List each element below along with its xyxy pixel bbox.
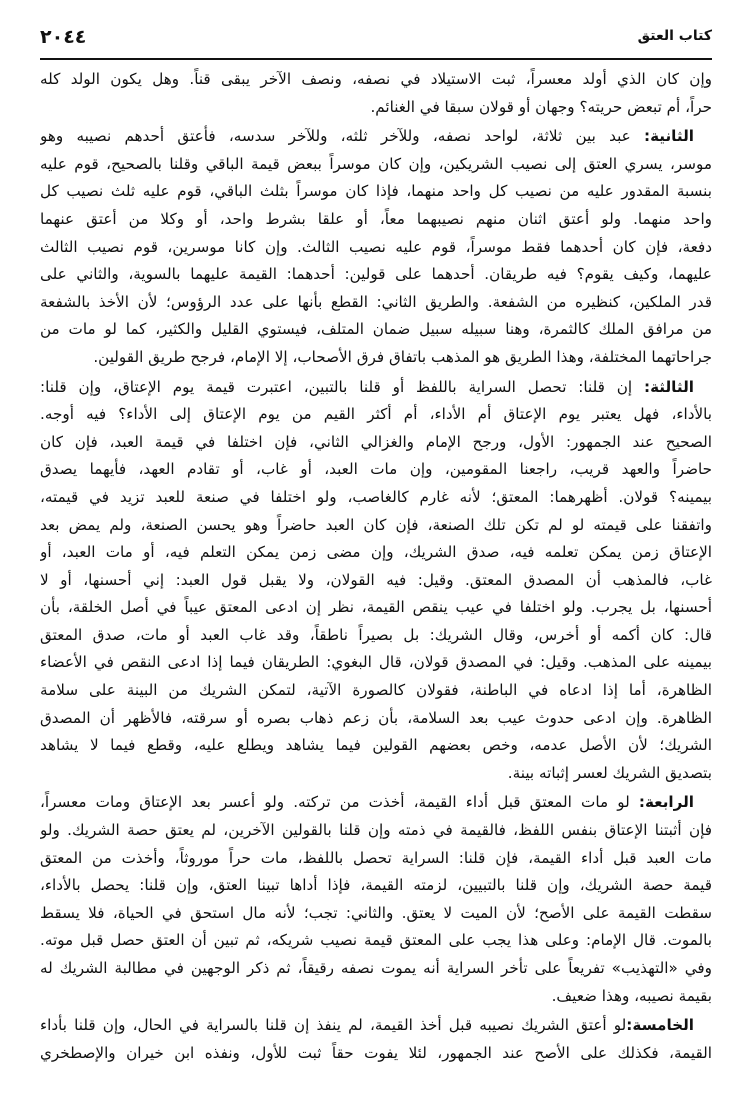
text-line	[40, 845, 712, 873]
line-text: جراحاتهما المختلفة، وهذا الطريق هو المذهب باتفاق فرق الأصحاب، إلا الإمام، فرجح طريق القولين.	[93, 347, 712, 366]
text-line	[40, 234, 712, 262]
line-text: من مرافق الملك كالثمرة، وهنا سبيله سبيل ضمان المتلف، فيستوي القليل والكثير، كما لو مات من	[40, 320, 712, 339]
line-text: مات العبد قبل أداء القيمة، فإن قلنا: السراية تحصل باللفظ، مات حراً موروثاً، وأخذت من المعتق	[40, 848, 712, 867]
text-line	[40, 484, 712, 512]
text-line	[40, 1012, 712, 1040]
text-line	[40, 178, 712, 206]
paragraph	[40, 374, 712, 788]
text-line	[40, 955, 712, 983]
text-line	[40, 151, 712, 179]
line-text: الشريك؛ لأن الأصل عدمه، وخص بعضهم القولين فيما يشاهد ويطلع عليه، وقطع فيما لا يشاهد	[40, 736, 712, 755]
text-line	[40, 123, 712, 151]
text-line	[40, 289, 712, 317]
text-line	[40, 872, 712, 900]
text-line	[40, 594, 712, 622]
line-text: موسر، يسري العتق إلى نصيب الشريكين، وإن كان موسراً ببعض قيمة الباقي وقلنا بالصحيح، قوم عليه	[40, 154, 712, 173]
line-text: بالأداء، فهل يعتبر يوم الإعتاق أم الأداء، أم أكثر القيم من يوم الإعتاق إلى الأداء؟ فيه أوجه.	[40, 405, 712, 424]
text-line	[40, 927, 712, 955]
line-text: وإن كان الذي أولد معسراً، ثبت الاستيلاد في نصفه، ونصف الآخر يبقى قناً. وهل يكون الولد كله	[40, 70, 712, 88]
text-line	[40, 622, 712, 650]
text-line	[40, 94, 712, 122]
paragraph	[40, 66, 712, 121]
text-line	[40, 539, 712, 567]
line-text: قيمة حصة الشريك، وإن قلنا بالتبيين، لزمته القيمة، فإذا أداها تبينا العتق، وإن قلنا: يحصل بالأداء،	[40, 876, 712, 895]
text-line	[40, 789, 712, 817]
line-text: فإن أثبتنا الإعتاق بنفس اللفظ، فالقيمة في ذمته وإن قلنا بالقولين الآخرين، لم يعتق حصة الشريك. ولو	[40, 821, 712, 840]
line-text: بنسبة المقدور عليه من نصيب كل واحد منهما، فإذا كان موسراً بثلث الباقي، قوم عليه ثلث نصيب كل	[40, 182, 712, 201]
line-text: دفعة، فإن كان أحدهما فقط موسراً، قوم عليه نصيب الثالث. وإن كانا موسرين، قوم نصيب الثالث	[40, 237, 712, 256]
line-text: الصحيح عند الجمهور: الأول، ورجح الإمام والغزالي الثاني، فإن اختلفا في قيمة العبد، فإن كان	[40, 432, 712, 451]
line-text: لو مات المعتق قبل أداء القيمة، أخذت من تركته. ولو أعسر بعد الإعتاق ومات معسراً،	[40, 793, 639, 812]
line-text: غاب، فالمذهب أن المصدق المعتق. وقيل: فيه القولان، ولا يقبل قول العبد: إني أحسنها، أو لا	[40, 570, 712, 589]
line-text: حراً، أم تبعض حريته؟ وجهان أو قولان سبقا في الغنائم.	[370, 97, 712, 116]
line-text: قدر الملكين، كنظيره من الشفعة. والطريق الثاني: القطع بأنها على عدد الرؤوس؛ لأن الأخذ بالشفعة	[40, 292, 712, 311]
section-lead: الخامسة:	[626, 1016, 694, 1035]
text-line	[40, 900, 712, 928]
text-line	[40, 261, 712, 289]
text-line	[40, 429, 712, 457]
line-text: الإعتاق زمن يمكن تعلمه فيه، صدق الشريك، وإن مضى زمن يمكن التعلم فيه، أو مات العبد، أو	[40, 543, 712, 562]
running-title: كتاب العتق	[637, 28, 712, 44]
text-line	[40, 512, 712, 540]
text-line	[40, 456, 712, 484]
line-text: عبد بين ثلاثة، لواحد نصفه، وللآخر ثلثه، وللآخر سدسه، فأعتق أحدهم نصيبه وهو	[40, 127, 644, 146]
page-header	[40, 24, 712, 60]
text-line	[40, 567, 712, 595]
page-number: ٢٠٤٤	[40, 26, 87, 48]
text-line	[40, 983, 712, 1011]
text-line	[40, 344, 712, 372]
text-line	[40, 66, 712, 94]
line-text: عليهما، وكيف يقوم؟ فيه طريقان. أحدهما على قولين: أحدهما: القيمة عليهما بالسوية، والثاني على	[40, 265, 712, 284]
text-line	[40, 649, 712, 677]
line-text: لو أعتق الشريك نصيبه قبل أخذ القيمة، لم ينفذ إن قلنا بالسراية في الحال، وإن قلنا بأداء	[40, 1016, 627, 1035]
text-line	[40, 760, 712, 788]
line-text: بقيمة نصيبه، وهذا ضعيف.	[551, 986, 712, 1005]
line-text: قال: كان أكمه أو أخرس، وقال الشريك: بل بصيراً ناطقاً، وقد غاب العبد أو مات، صدق المعتق	[40, 625, 712, 644]
line-text: القيمة، فكذلك على الأصح عند الجمهور، لئلا يفوت حقاً ثبت للأول، ونفذه ابن خيران والإصطخري	[40, 1043, 712, 1062]
line-text: أحسنها، بل يجرب. ولو اختلفا في عيب ينقص القيمة، نظر إن ادعى المعتق عيباً في أصل الخلقة، بأن	[40, 598, 712, 617]
line-text: بيمينه؟ قولان. أظهرهما: المعتق؛ لأنه غارم كالغاصب، ولو اختلفا في صنعة للعبد تزيد في قيمته،	[40, 487, 712, 506]
text-line	[40, 206, 712, 234]
text-line	[40, 732, 712, 760]
paragraph	[40, 1012, 712, 1067]
line-text: سقطت القيمة على الأصح؛ لأن الميت لا يعتق. والثاني: تجب؛ لأنه مال استحق في الحياة، فلا يسقط	[40, 903, 712, 922]
line-text: واتفقنا على قيمته لو لم تكن تلك الصنعة، فإن كان العبد حاضراً وهو يحسن الصنعة، ولم يمض بعد	[40, 515, 712, 534]
line-text: حاضراً والعهد قريب، راجعنا المقومين، وإن مات العبد، أو غاب، أو تقادم العهد، فأيهما يصدق	[40, 460, 712, 479]
paragraph	[40, 789, 712, 1010]
line-text: واحد منهما. ولو أعتق اثنان منهم نصيبهما معاً، أو علقا بشرط واحد، أو وكلا من أعتق عنهما	[40, 209, 712, 228]
text-line	[40, 1040, 712, 1068]
line-text: وفي «التهذيب» تفريعاً على تأخر السراية أنه يموت نصفه رقيقاً، ثم ذكر الوجهين في مطالبة الشريك له	[40, 959, 712, 977]
section-lead: الثالثة:	[644, 377, 694, 396]
page-body	[40, 66, 712, 1069]
text-line	[40, 817, 712, 845]
text-line	[40, 316, 712, 344]
text-line	[40, 677, 712, 705]
section-lead: الثانية:	[644, 127, 694, 146]
text-line	[40, 705, 712, 733]
text-line	[40, 374, 712, 402]
line-text: بتصديق الشريك لعسر إثباته بينة.	[507, 763, 712, 782]
line-text: إن قلنا: تحصل السراية باللفظ أو قلنا بالتبين، اعتبرت قيمة يوم الإعتاق، وإن قلنا:	[40, 377, 644, 396]
section-lead: الرابعة:	[638, 793, 694, 812]
line-text: الظاهرة، أما إذا ادعاه في الباطنة، فقولان كالصورة الآتية، لتمكن الشريك من البينة على سلامة	[40, 681, 712, 700]
line-text: بيمينه على المذهب. وقيل: في المصدق قولان، قال البغوي: الطريقان فيما إذا ادعى النقص في الأعضاء	[40, 653, 712, 672]
line-text: الظاهرة. وإن ادعى حدوث عيب بعد السلامة، بأن زعم ذهاب بصره أو سرقته، فالأظهر أن المصدق	[40, 708, 712, 727]
text-line	[40, 401, 712, 429]
paragraph	[40, 123, 712, 371]
line-text: بالموت. قال الإمام: وعلى هذا يجب على المعتق قيمة نصيب شريكه، ثم تبين أن العتق حصل قبل موته.	[40, 931, 712, 950]
